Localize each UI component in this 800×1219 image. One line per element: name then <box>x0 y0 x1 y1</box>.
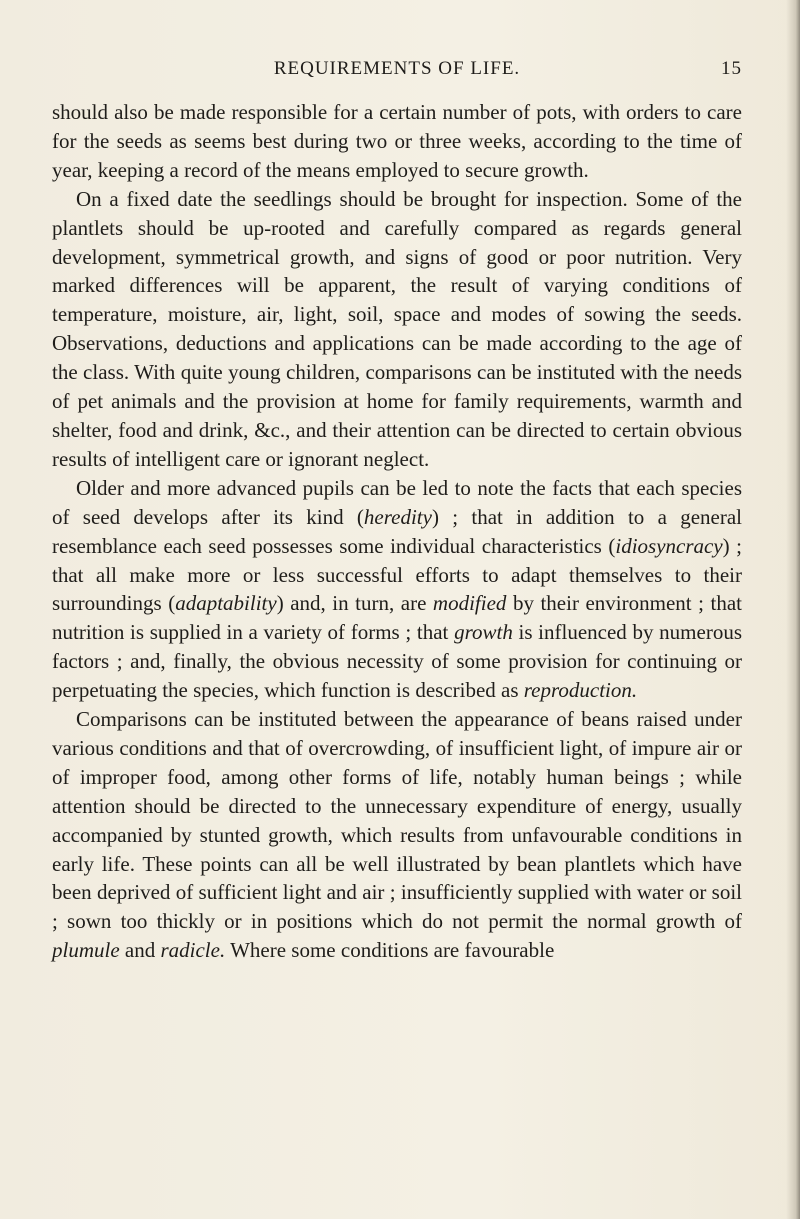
text-segment: and <box>119 938 161 963</box>
body-text <box>52 98 742 965</box>
text-segment: by their environment ; that nutrition is supplied in a variety of forms ; that <box>52 591 742 645</box>
text-segment: is influenced by numerous factors ; and, finally, the obvious necessity of some provision for continuing or perpetuating the species, which function is described as <box>52 620 742 703</box>
paragraph <box>52 185 742 474</box>
text-segment: On a fixed date the seedlings should be brought for inspection. Some of the plantlets should be up-rooted and carefully compared as regards general development, symmetrical growth, and signs of good or poor nutrition. Very marked differences will be apparent, the result of varying conditions of temperature, moisture, air, light, soil, space and modes of sowing the seeds. Observations, deductions and applications can be made according to the age of the class. With quite young children, comparisons can be instituted with the needs of pet animals and the provision at home for family requirements, warmth and shelter, food and drink, &c., and their attention can be directed to certain obvious results of intelligent care or ignorant neglect. <box>52 186 742 471</box>
italic-term: growth <box>454 620 513 645</box>
italic-term: modified <box>432 591 507 616</box>
text-segment: Comparisons can be instituted between the appearance of beans raised under various conditions and that of overcrowding, of insufficient light, of impure air or of improper food, among other forms of life, notably human beings ; while attention should be directed to the unnecessary expenditure of energy, usually accompanied by stunted growth, which results from unfavourable conditions in early life. These points can all be well illustrated by bean plantlets which have been deprived of sufficient light and air ; insufficiently supplied with water or soil ; sown too thickly or in positions which do not permit the normal growth of <box>52 707 742 934</box>
text-segment: should also be made responsible for a certain number of pots, with orders to care for the seeds as seems best during two or three weeks, according to the time of year, keeping a record of the means employed to secure growth. <box>52 100 742 182</box>
text-segment: ) ; that all make more or less successful efforts to adapt themselves to their surroundings ( <box>52 533 743 616</box>
italic-term: idiosyncracy <box>615 533 723 558</box>
page-edge-shadow <box>786 0 800 1219</box>
italic-term: plumule <box>52 938 120 963</box>
paragraph <box>52 98 742 185</box>
running-head: REQUIREMENTS OF LIFE. <box>273 58 521 79</box>
italic-term: radicle. <box>160 938 226 963</box>
text-segment: ) and, in turn, are <box>276 591 433 616</box>
paragraph <box>52 474 742 705</box>
text-segment: Older and more advanced pupils can be led to note the facts that each species of seed develops after its kind ( <box>52 475 742 529</box>
text-segment: Where some conditions are favourable <box>225 938 555 963</box>
paragraph <box>52 705 742 965</box>
page-header <box>52 58 742 84</box>
text-segment: ) ; that in addition to a general resemblance each seed possesses some individual characteristics ( <box>52 504 743 558</box>
italic-term: adaptability <box>175 591 277 616</box>
italic-term: heredity <box>363 504 432 529</box>
page-number: 15 <box>721 58 742 79</box>
italic-term: reproduction. <box>523 678 638 703</box>
